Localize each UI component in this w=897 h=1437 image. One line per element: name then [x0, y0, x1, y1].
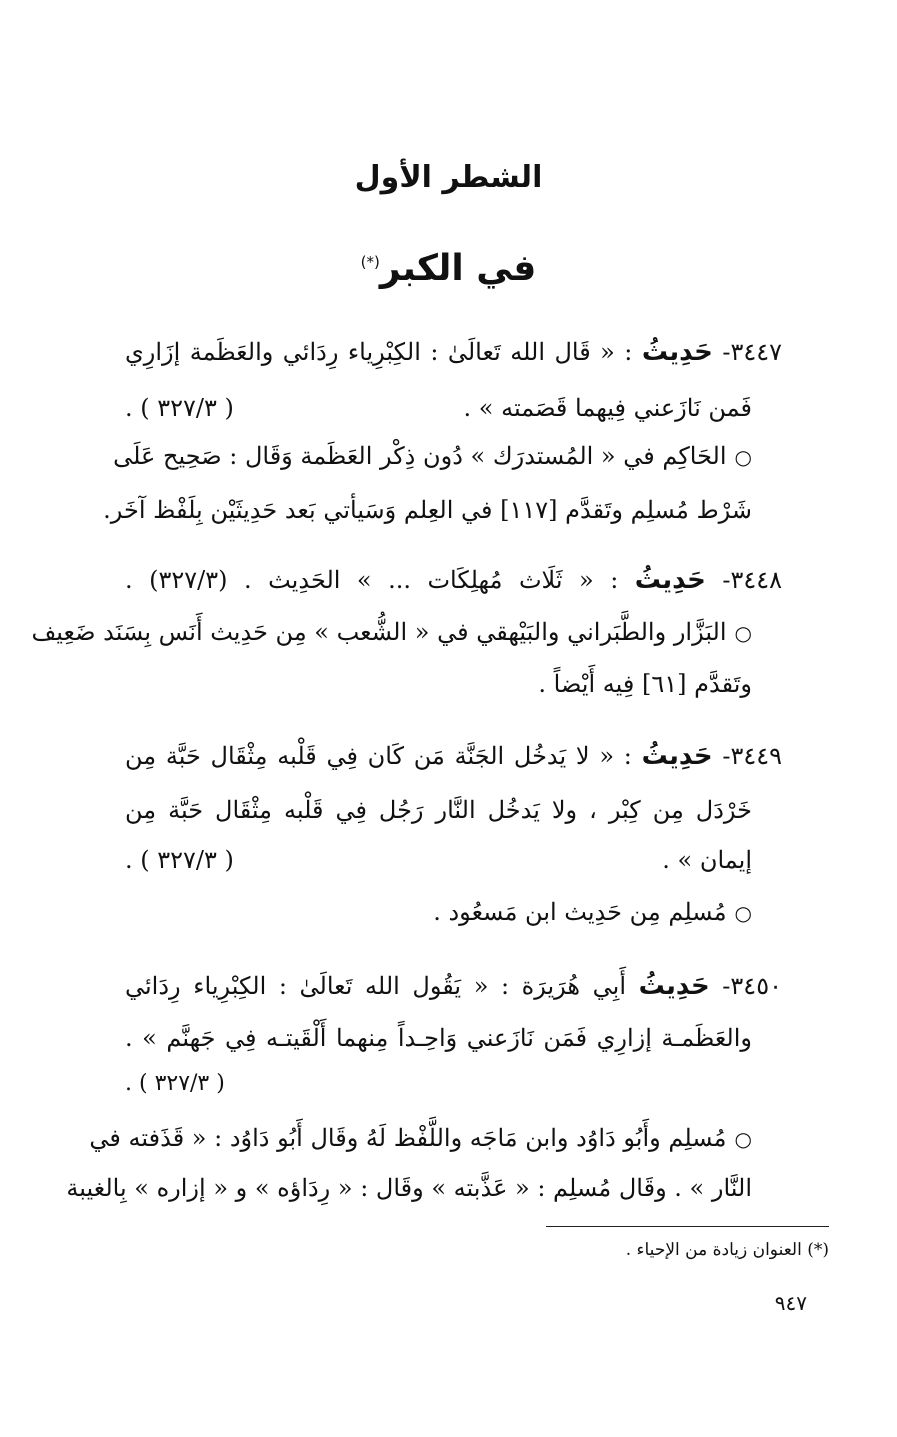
footnote-divider [546, 1226, 829, 1227]
note-text: النَّار » . وقَال مُسلِم : « عَذَّبته » وقَال : « رِدَاؤه » و « إزاره » بِالغيبة [66, 1174, 752, 1202]
entry-3449-line-1 [125, 736, 782, 776]
entry-keyword: حَدِيثُ [641, 337, 713, 367]
entry-3447-note-1 [113, 436, 752, 477]
entry-text: والعَظَمـة إزارِي فَمَن نَازَعني وَاحِـداً مِنهما أَلْقَيتـه فِي جَهنَّم » . [125, 1024, 752, 1052]
bullet-icon: ○ [734, 901, 752, 925]
entry-3447-note-2 [103, 490, 752, 530]
entry-3449-line-2 [125, 790, 752, 830]
entry-3448-note-2 [125, 664, 752, 704]
entry-text: : « لا يَدخُل الجَنَّة مَن كَان فِي قَلْبه مِثْقَال حَبَّة مِن [125, 742, 632, 770]
entry-text: أَبِي هُرَيرَة : « يَقُول الله تَعالَىٰ : الكِبْرِياء رِدَائي [125, 972, 627, 1000]
entry-number: ٣٤٥٠- [722, 972, 782, 1000]
bullet-icon: ○ [734, 621, 752, 645]
note-text: مُسلِم وأَبُو دَاوُد وابن مَاجَه واللَّفْظ لَهُ وقَال أَبُو دَاوُد : « قَذَفته في [89, 1124, 727, 1152]
entry-3449-note-1 [125, 892, 752, 933]
note-text: مُسلِم مِن حَدِيث ابن مَسعُود . [433, 898, 727, 926]
entry-3450-note-2 [66, 1168, 752, 1208]
entry-text: خَرْدَل مِن كِبْر ، ولا يَدخُل النَّار رَجُل فِي قَلْبه مِثْقَال حَبَّة مِن [125, 796, 752, 824]
note-text: وتَقدَّم [٦١] فِيه أَيْضاً . [538, 670, 752, 698]
entry-3447-line-1 [125, 332, 782, 372]
entry-number: ٣٤٤٨- [722, 566, 783, 594]
entry-text: إيمان » . [662, 846, 752, 874]
entry-text: : « ثَلَاث مُهلِكَات ... » الحَدِيث . (٣٢٧/٣) . [125, 566, 619, 594]
note-text: الحَاكِم في « المُستدرَك » دُون ذِكْر العَظَمة وَقَال : صَحِيح عَلَى [113, 442, 727, 470]
footnote-marker: (*) [360, 253, 380, 271]
entry-number: ٣٤٤٧- [722, 338, 783, 366]
entry-number: ٣٤٤٩- [722, 742, 783, 770]
chapter-title [0, 248, 897, 289]
note-text: شَرْط مُسلِم وتَقدَّم [١١٧] في العِلم وَسَيأتي بَعد حَدِيثَيْن بِلَفْظ آخَر. [103, 496, 752, 524]
bullet-icon: ○ [734, 1127, 752, 1151]
source-reference: ( ٣٢٧/٣ ) . [125, 846, 234, 874]
entry-3448-note-1 [31, 612, 752, 653]
entry-text: فَمن نَازَعني فِيهما قَصَمته » . [463, 394, 752, 422]
entry-3448-line-1 [125, 560, 782, 600]
entry-keyword: حَدِيثُ [641, 741, 713, 771]
entry-keyword: حَدِيثُ [638, 971, 710, 1001]
entry-keyword: حَدِيثُ [634, 565, 706, 595]
note-text: البَزَّار والطَّبَراني والبَيْهقي في « الشُّعب » مِن حَدِيث أَنَس بِسَنَد ضَعِيف [31, 618, 727, 646]
source-reference: ( ٣٢٧/٣ ) . [125, 394, 234, 422]
section-title: الشطر الأول [354, 160, 543, 195]
entry-3450-line-1 [125, 966, 782, 1006]
chapter-title-text: في الكبر [379, 248, 537, 289]
page-number: ٩٤٧ [774, 1291, 807, 1315]
entry-3450-note-1 [89, 1118, 752, 1159]
source-reference: ( ٣٢٧/٣ ) . [125, 1071, 225, 1096]
entry-3447-line-2 [125, 388, 752, 428]
entry-3450-line-2 [125, 1018, 752, 1058]
entry-3449-line-3 [125, 840, 752, 880]
footnote: (*) العنوان زيادة من الإحياء . [625, 1240, 829, 1260]
entry-text: : « قَال الله تَعالَىٰ : الكِبْرِياء رِدَائي والعَظَمة إزَارِي [125, 338, 633, 366]
bullet-icon: ○ [734, 445, 752, 469]
